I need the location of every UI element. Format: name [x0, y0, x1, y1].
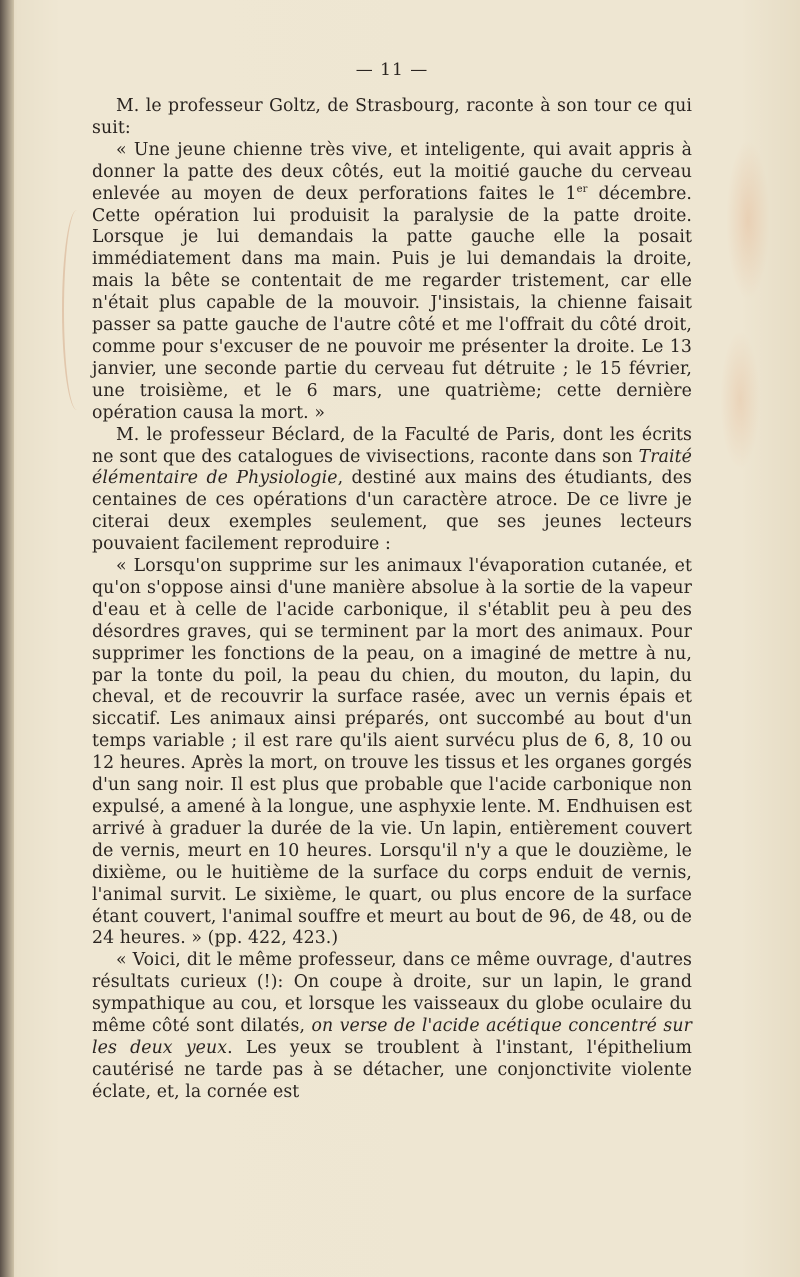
page-text [92, 60, 692, 1104]
ordinal-superscript: er [576, 183, 588, 195]
paragraph-beclard-intro [92, 425, 692, 556]
paragraph-evaporation-quote [92, 556, 692, 950]
book-title: Traité élémentaire de Physiologie [92, 446, 692, 489]
paragraph-goltz-quote [92, 140, 692, 425]
margin-pencil-mark [62, 210, 92, 410]
paragraph-text: . Les yeux se troublent à l'instant, l'épithelium cautérisé ne tarde pas à se détacher, une conjonctivite violente éclate, et, la cornée est [92, 1037, 692, 1102]
paragraph-text: « Voici, dit le même professeur, dans ce même ouvrage, d'autres résultats curieux (!): On coupe à droite, sur un lapin, le grand sympathique au cou, et lorsque les vaisseaux du globe oculaire du même côté sont dilatés, [92, 950, 692, 1037]
paragraph-text: , destiné aux mains des étudiants, des centaines de ces opérations d'un caractère atroce. De ce livre je citerai deux exemples seulement, que ses jeunes lecteurs pouvaient facilement reproduire : [92, 468, 693, 555]
paragraph-text: M. le professeur Béclard, de la Faculté de Paris, dont les écrits ne sont que des catalogues de vivisections, raconte dans son [92, 424, 692, 467]
paper-stain [720, 330, 760, 470]
emphasized-text: on verse de l'acide acétique concentré sur les deux yeux [92, 1016, 692, 1058]
paper-stain [726, 140, 770, 300]
paragraph-text: « Une jeune chienne très vive, et inteligente, qui avait appris à donner la patte des deux côtés, eut la moitié gauche du cerveau enlevée au moyen de deux perforations faites le 1 [92, 139, 692, 204]
page-number: — 11 — [355, 60, 429, 80]
page-binding [0, 0, 14, 1277]
paragraph-text: M. le professeur Goltz, de Strasbourg, raconte à son tour ce qui suit: [92, 96, 692, 138]
paragraph-sympathique-quote [92, 950, 692, 1103]
paragraph-text: décembre. Cette opération lui produisit la paralysie de la patte droite. Lorsque je lui demandais la patte gauche elle la posait immédiatement dans ma main. Puis je lui demandais la droite, mais la bête se contentait de me regarder tristement, car elle n'était plus capable de la mouvoir. J'insistais, la chienne faisait passer sa patte gauche de l'autre côté et me l'offrait du côté droit, comme pour s'excuser de ne pouvoir me présenter la droite. Le 13 janvier, une seconde partie du cerveau fut détruite ; le 15 février, une troisième, et le 6 mars, une quatrième; cette dernière opération causa la mort. » [92, 183, 692, 423]
paragraph-goltz-intro [92, 96, 692, 140]
paragraph-text: « Lorsqu'on supprime sur les animaux l'évaporation cutanée, et qu'on s'oppose ainsi d'une manière absolue à la sortie de la vapeur d'eau et à celle de l'acide carbonique, il s'établit peu à peu des désordres graves, qui se terminent par la mort des animaux. Pour supprimer les fonctions de la peau, on a imaginé de mettre à nu, par la tonte du poil, la peau du chien, du mouton, du lapin, du cheval, et de recouvrir la surface rasée, avec un vernis épais et siccatif. Les animaux ainsi préparés, ont succombé au bout d'un temps variable ; il est rare qu'ils aient survécu plus de 6, 8, 10 ou 12 heures. Après la mort, on trouve les tissus et les organes gorgés d'un sang noir. Il est plus que probable que l'acide carbonique non expulsé, a amené à la longue, une asphyxie lente. M. Endhuisen est arrivé à graduer la durée de la vie. Un lapin, entièrement couvert de vernis, meurt en 10 heures. Lorsqu'il n'y a que le douzième, le dixième, ou le huitième de la surface du corps enduit de vernis, l'animal survit. Le sixième, le quart, ou plus encore de la surface étant couvert, l'animal souffre et meurt au bout de 96, de 48, ou de 24 heures. » (pp. 422, 423.) [92, 556, 692, 949]
